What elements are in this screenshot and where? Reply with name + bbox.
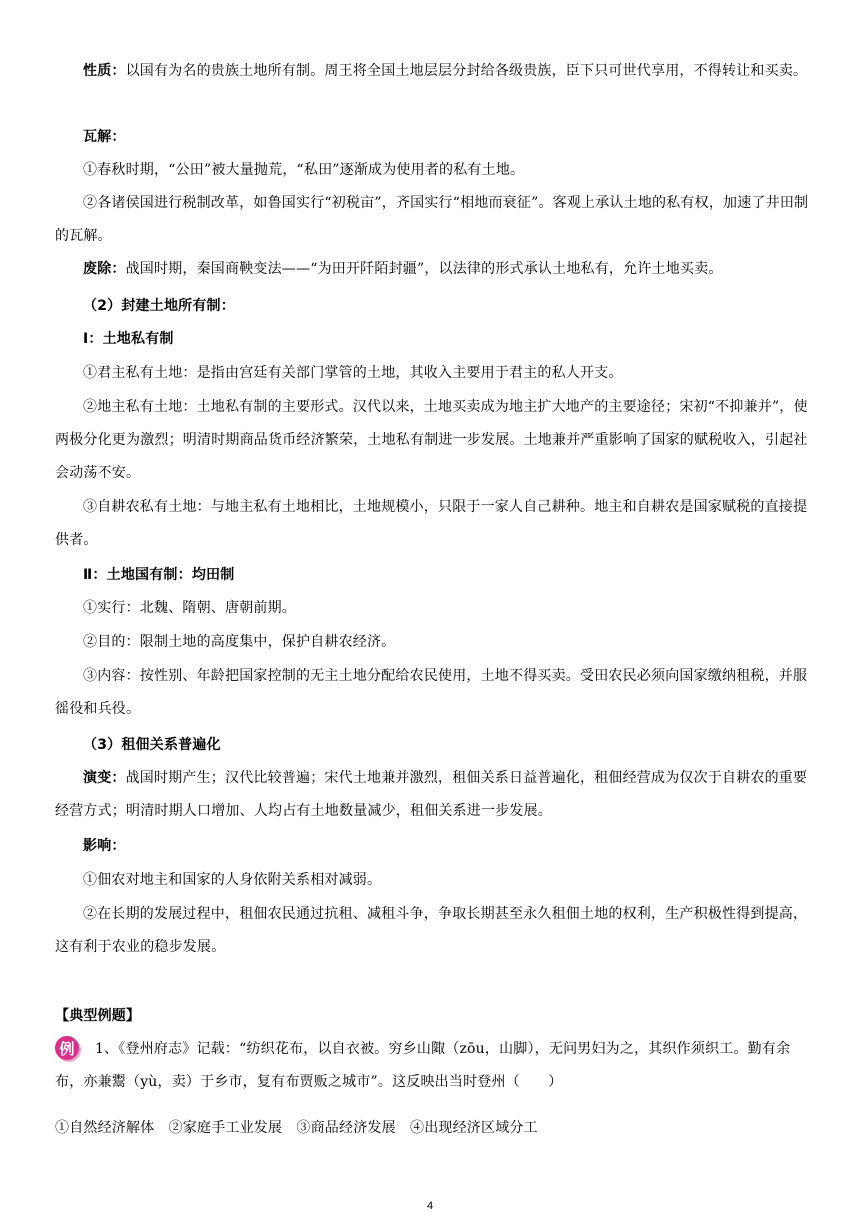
- abolition-text: 战国时期，秦国商鞅变法——“为田开阡陌封疆”，以法律的形式承认土地私有，允许土地买卖。: [125, 261, 723, 277]
- collapse-item-2: ②各诸侯国进行税制改革，如鲁国实行“初税亩”，齐国实行“相地而衰征”。客观上承认土地的私有权，加速了井田制的瓦解。: [55, 195, 809, 244]
- private-item-3: ③自耕农私有土地：与地主私有土地相比，土地规模小，只限于一家人自己耕种。地主和自耕农是国家赋税的直接提供者。: [55, 499, 808, 548]
- state-ownership-heading: Ⅱ：土地国有制：均田制: [83, 567, 235, 583]
- collapse-label: 瓦解：: [83, 129, 126, 145]
- abolition-label: 废除：: [83, 261, 126, 277]
- nature-paragraph: [55, 55, 810, 88]
- state-item-2: ②目的：限制土地的高度集中，保护自耕农经济。: [83, 634, 396, 650]
- evolution-label: 演变：: [83, 770, 126, 786]
- impact-item-2: ②在长期的发展过程中，租佃农民通过抗租、减租斗争，争取长期甚至永久租佃土地的权利，生产积极性得到提高，这有利于农业的稳步发展。: [55, 906, 808, 955]
- example-question: 1、《登州府志》记载：“纺织花布，以自衣被。穷乡山陬（zōu，山脚），无问男妇为之，其织作须织工。勤有余布，亦兼鬻（yù，卖）于乡市，复有布贾贩之城市”。这反映出当时登州（ ）: [55, 1041, 791, 1090]
- impact-label: 影响：: [83, 838, 126, 854]
- impact-item-1: ①佃农对地主和国家的人身依附关系相对减弱。: [83, 872, 382, 888]
- private-item-2: ②地主私有土地：土地私有制的主要形式。汉代以来，土地买卖成为地主扩大地产的主要途径；宋初“不抑兼并”，使两极分化更为激烈；明清时期商品货币经济繁荣，土地私有制进一步发展。土地兼并严重影响了国家的赋税收入，引起社会动荡不安。: [55, 399, 808, 481]
- state-item-1: ①实行：北魏、隋朝、唐朝前期。: [83, 600, 296, 616]
- examples-heading: 【典型例题】: [55, 1008, 141, 1024]
- tenancy-evolution: [55, 762, 810, 828]
- example-badge-icon: 例: [55, 1036, 79, 1060]
- private-ownership-heading: Ⅰ：土地私有制: [83, 331, 174, 347]
- example-options: ①自然经济解体 ②家庭手工业发展 ③商品经济发展 ④出现经济区域分工: [55, 1120, 538, 1136]
- feudal-heading: （2）封建土地所有制：: [83, 298, 235, 314]
- collapse-item-1: ①春秋时期，“公田”被大量抛荒，“私田”逐渐成为使用者的私有土地。: [83, 162, 525, 178]
- private-item-1: ①君主私有土地：是指由宫廷有关部门掌管的土地，其收入主要用于君主的私人开支。: [83, 365, 623, 381]
- page-number: 4: [426, 1200, 434, 1212]
- abolition-paragraph: [55, 253, 810, 286]
- tenancy-heading: （3）租佃关系普遍化: [83, 737, 221, 753]
- state-item-3: ③内容：按性别、年龄把国家控制的无主土地分配给农民使用，土地不得买卖。受田农民必须向国家缴纳租税，并服徭役和兵役。: [55, 668, 808, 717]
- nature-text: 以国有为名的贵族土地所有制。周王将全国土地层层分封给各级贵族，臣下只可世代享用，不得转让和买卖。: [125, 63, 808, 79]
- nature-label: 性质：: [83, 63, 126, 79]
- evolution-text: 战国时期产生；汉代比较普遍；宋代土地兼并激烈，租佃关系日益普遍化，租佃经营成为仅次于自耕农的重要经营方式；明清时期人口增加、人均占有土地数量减少，租佃关系进一步发展。: [55, 770, 808, 819]
